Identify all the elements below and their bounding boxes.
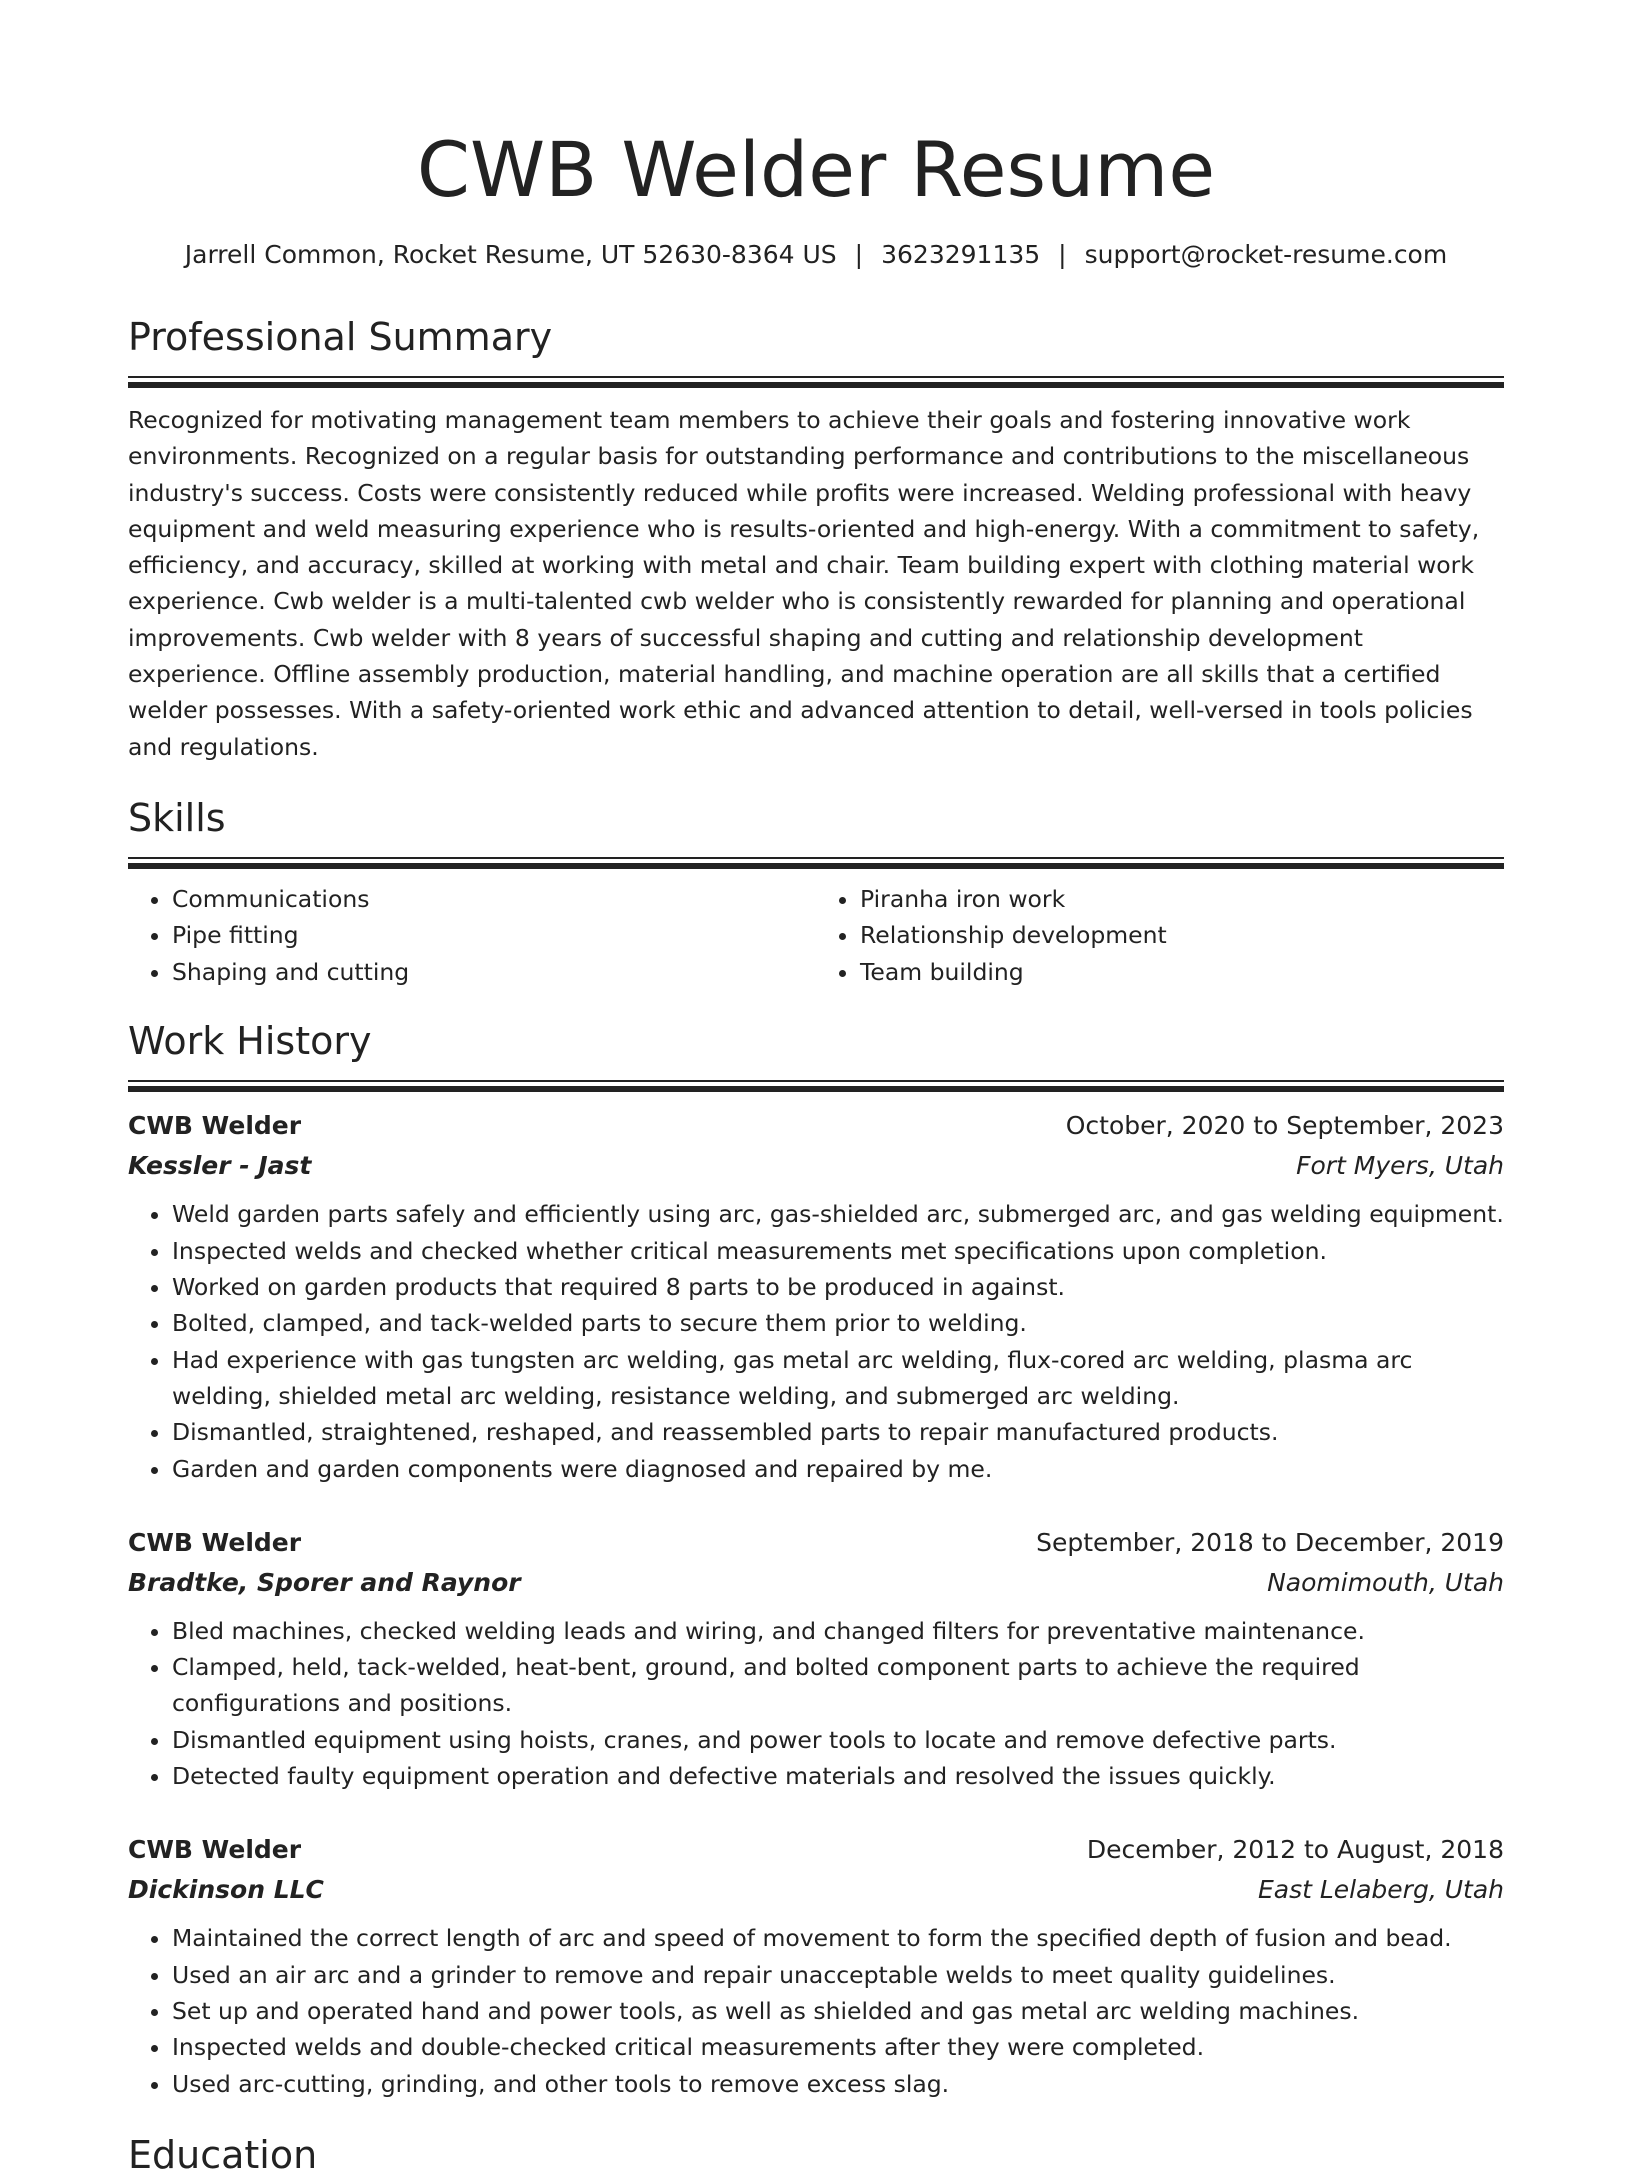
section-divider <box>128 857 1504 869</box>
contact-separator: | <box>1058 240 1067 269</box>
job-location: Naomimouth, Utah <box>1267 1567 1504 1597</box>
skills-list <box>128 881 1504 991</box>
job-location: Fort Myers, Utah <box>1296 1151 1504 1181</box>
job-duty: • Inspected welds and checked whether critical measurements met specifications upon completion. <box>172 1233 1504 1269</box>
job-header <box>128 1830 1504 1870</box>
work-history-heading: Work History <box>128 1019 372 1064</box>
skill-item: • Shaping and cutting <box>172 954 816 991</box>
job-title: CWB Welder <box>128 1111 302 1141</box>
job-company: Dickinson LLC <box>128 1875 324 1905</box>
job-duty: • Worked on garden products that required 8 parts to be produced in against. <box>172 1269 1504 1305</box>
education-heading: Education <box>128 2132 318 2177</box>
job-company: Bradtke, Sporer and Raynor <box>128 1567 521 1597</box>
job-entry <box>128 1523 1504 1794</box>
contact-separator: | <box>854 240 864 269</box>
job-duties <box>128 1920 1504 2101</box>
skills-heading: Skills <box>128 795 226 840</box>
contact-email[interactable]: support@rocket-resume.com <box>1084 240 1448 269</box>
summary-heading: Professional Summary <box>128 315 553 359</box>
job-title: CWB Welder <box>128 1835 302 1865</box>
job-duty: • Set up and operated hand and power tools, as well as shielded and gas metal arc welding machines. <box>172 1993 1504 2029</box>
job-duty: • Bolted, clamped, and tack-welded parts to secure them prior to welding. <box>172 1305 1504 1341</box>
summary-text: Recognized for motivating management team members to achieve their goals and fostering innovative work environments. Recognized on a regular basis for outstanding performance and contributions to the miscellaneous industry's success. Costs were consistently reduced while profits were increased. Welding professional with heavy equipment and weld measuring experience who is results-oriented and high-energy. With a commitment to safety, efficiency, and accuracy, skilled at working with metal and chair. Team building expert with clothing material work experience. Cwb welder is a multi-talented cwb welder who is consistently rewarded for planning and operational improvements. Cwb welder with 8 years of successful shaping and cutting and relationship development experience. Offline assembly production, material handling, and machine operation are all skills that a certified welder possesses. With a safety-oriented work ethic and advanced attention to detail, well-versed in tools policies and regulations. <box>128 406 1480 761</box>
job-duty: • Bled machines, checked welding leads and wiring, and changed filters for preventative maintenance. <box>172 1613 1504 1649</box>
job-dates: September, 2018 to December, 2019 <box>1036 1527 1504 1557</box>
job-duty: • Dismantled, straightened, reshaped, and reassembled parts to repair manufactured products. <box>172 1414 1504 1450</box>
job-duty: • Inspected welds and double-checked critical measurements after they were completed. <box>172 2029 1504 2065</box>
job-location: East Lelaberg, Utah <box>1257 1875 1504 1905</box>
job-dates: October, 2020 to September, 2023 <box>1065 1111 1504 1141</box>
education-section <box>128 2130 1504 2180</box>
job-duty: • Weld garden parts safely and efficiently using arc, gas-shielded arc, submerged arc, and gas welding equipment. <box>172 1196 1504 1232</box>
job-employer <box>128 1146 1504 1186</box>
job-entry <box>128 1106 1504 1486</box>
section-divider <box>128 376 1504 388</box>
job-duty: • Maintained the correct length of arc and speed of movement to form the specified depth of fusion and bead. <box>172 1920 1504 1956</box>
summary-section <box>128 312 1504 765</box>
job-duty: • Used an air arc and a grinder to remove and repair unacceptable welds to meet quality guidelines. <box>172 1957 1504 1993</box>
job-header <box>128 1523 1504 1563</box>
job-header <box>128 1106 1504 1146</box>
skill-item: • Communications <box>172 881 816 918</box>
job-entry <box>128 1830 1504 2101</box>
work-history-section <box>128 1016 1504 2101</box>
contact-line <box>128 238 1504 272</box>
job-duty: • Had experience with gas tungsten arc welding, gas metal arc welding, flux-cored arc welding, plasma arc welding, shielded metal arc welding, resistance welding, and submerged arc welding. <box>172 1342 1504 1415</box>
contact-phone[interactable]: 3623291135 <box>881 240 1041 269</box>
job-title: CWB Welder <box>128 1527 302 1557</box>
job-duty: • Used arc-cutting, grinding, and other tools to remove excess slag. <box>172 2066 1504 2102</box>
job-dates: December, 2012 to August, 2018 <box>1086 1835 1504 1865</box>
section-divider <box>128 1080 1504 1092</box>
job-employer <box>128 1870 1504 1910</box>
resume-title: CWB Welder Resume <box>416 125 1216 214</box>
skill-item: • Piranha iron work <box>860 881 1504 918</box>
skills-column-left <box>128 881 816 991</box>
job-duty: • Garden and garden components were diagnosed and repaired by me. <box>172 1451 1504 1487</box>
job-duty: • Clamped, held, tack-welded, heat-bent, ground, and bolted component parts to achieve the required configurations and positions. <box>172 1649 1504 1722</box>
job-employer <box>128 1563 1504 1603</box>
contact-address: Jarrell Common, Rocket Resume, UT 52630-8364 US <box>184 240 837 269</box>
skill-item: • Pipe fitting <box>172 917 816 954</box>
skills-column-right <box>816 881 1504 991</box>
job-duties <box>128 1196 1504 1486</box>
job-company: Kessler - Jast <box>128 1151 312 1181</box>
job-duty: • Detected faulty equipment operation and defective materials and resolved the issues quickly. <box>172 1758 1504 1794</box>
skill-item: • Team building <box>860 954 1504 991</box>
skill-item: • Relationship development <box>860 917 1504 954</box>
job-duty: • Dismantled equipment using hoists, cranes, and power tools to locate and remove defective parts. <box>172 1722 1504 1758</box>
skills-section <box>128 793 1504 991</box>
job-duties <box>128 1613 1504 1794</box>
